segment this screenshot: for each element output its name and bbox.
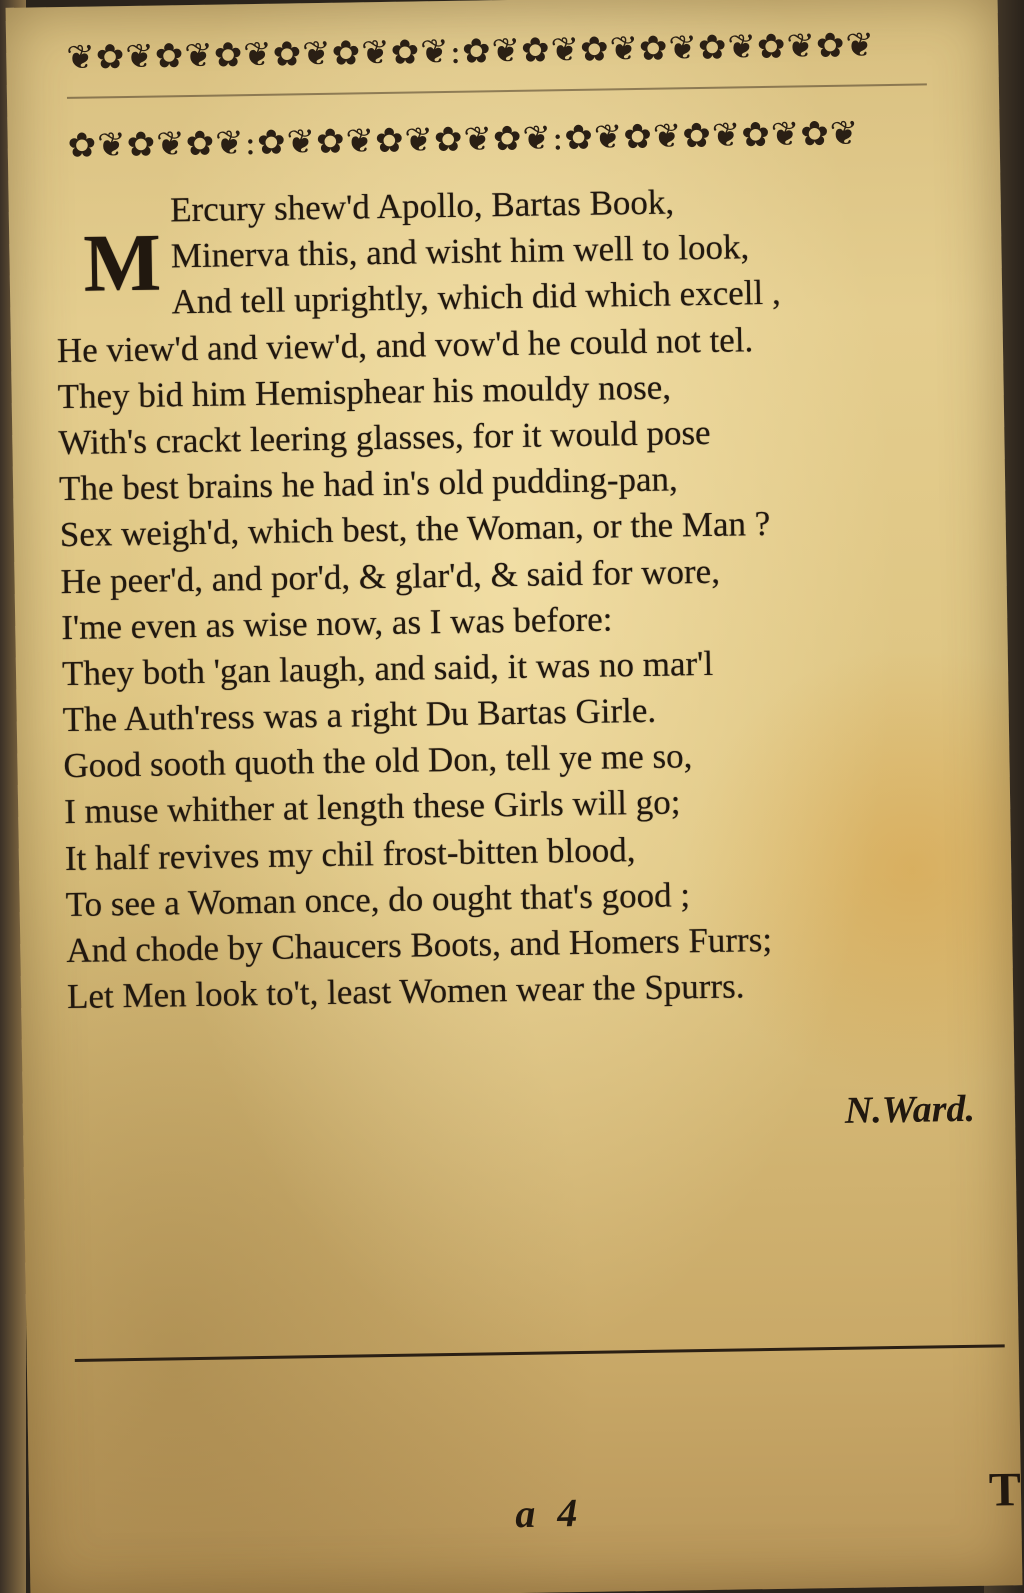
poem-line-5: They bid him Hemisphear his mouldy nose,	[57, 367, 672, 416]
poem-line-1: Ercury shew'd Apollo, Bartas Book,	[169, 182, 675, 230]
poem-line-9: He peer'd, and por'd, & glar'd, & said for wore,	[60, 551, 721, 601]
ornament-border-bottom: ✿❦✿❦✿❦:✿❦✿❦✿❦✿❦✿❦:✿❦✿❦✿❦✿❦✿❦	[67, 113, 860, 166]
poem-line-12: The Auth'ress was a right Du Bartas Girle.	[62, 690, 657, 740]
poem-line-17: And chode by Chaucers Boots, and Homers Furrs;	[66, 919, 773, 971]
poem-line-7: The best brains he had in's old pudding-pan,	[58, 459, 679, 509]
catchword: T	[988, 1463, 1022, 1517]
author-signature: N.Ward.	[844, 1087, 976, 1132]
page-rule	[75, 1344, 1005, 1362]
poem-line-2: Minerva this, and wisht him well to look,	[170, 227, 750, 276]
ornament-divider	[67, 83, 927, 99]
poem-line-16: To see a Woman once, do ought that's good ;	[65, 875, 691, 924]
poem-line-14: I muse whither at length these Girls will go;	[63, 782, 681, 832]
poem-line-13: Good sooth quoth the old Don, tell ye me so,	[63, 736, 693, 786]
book-page	[6, 0, 1023, 1593]
drop-cap: M	[82, 216, 162, 309]
poem-line-10: I'me even as wise now, as I was before:	[60, 599, 613, 647]
poem-line-4: He view'd and view'd, and vow'd he could not tel.	[56, 319, 754, 370]
ornament-border-top: ❦✿❦✿❦✿❦✿❦✿❦✿❦:✿❦✿❦✿❦✿❦✿❦✿❦✿❦	[66, 25, 876, 78]
poem-line-18: Let Men look to't, least Women wear the Spurrs.	[66, 966, 745, 1017]
poem-line-3: And tell uprightly, which did which excell ,	[171, 273, 781, 322]
signature-mark: a 4	[514, 1490, 584, 1537]
show-through-text	[92, 1023, 953, 1081]
poem-line-15: It half revives my chil frost-bitten blood,	[64, 829, 636, 878]
poem-line-8: Sex weigh'd, which best, the Woman, or the Man ?	[59, 504, 771, 555]
poem-line-11: They both 'gan laugh, and said, it was no mar'l	[61, 643, 714, 693]
poem-body	[54, 175, 977, 1021]
poem-line-6: With's crackt leering glasses, for it would pose	[58, 412, 711, 463]
